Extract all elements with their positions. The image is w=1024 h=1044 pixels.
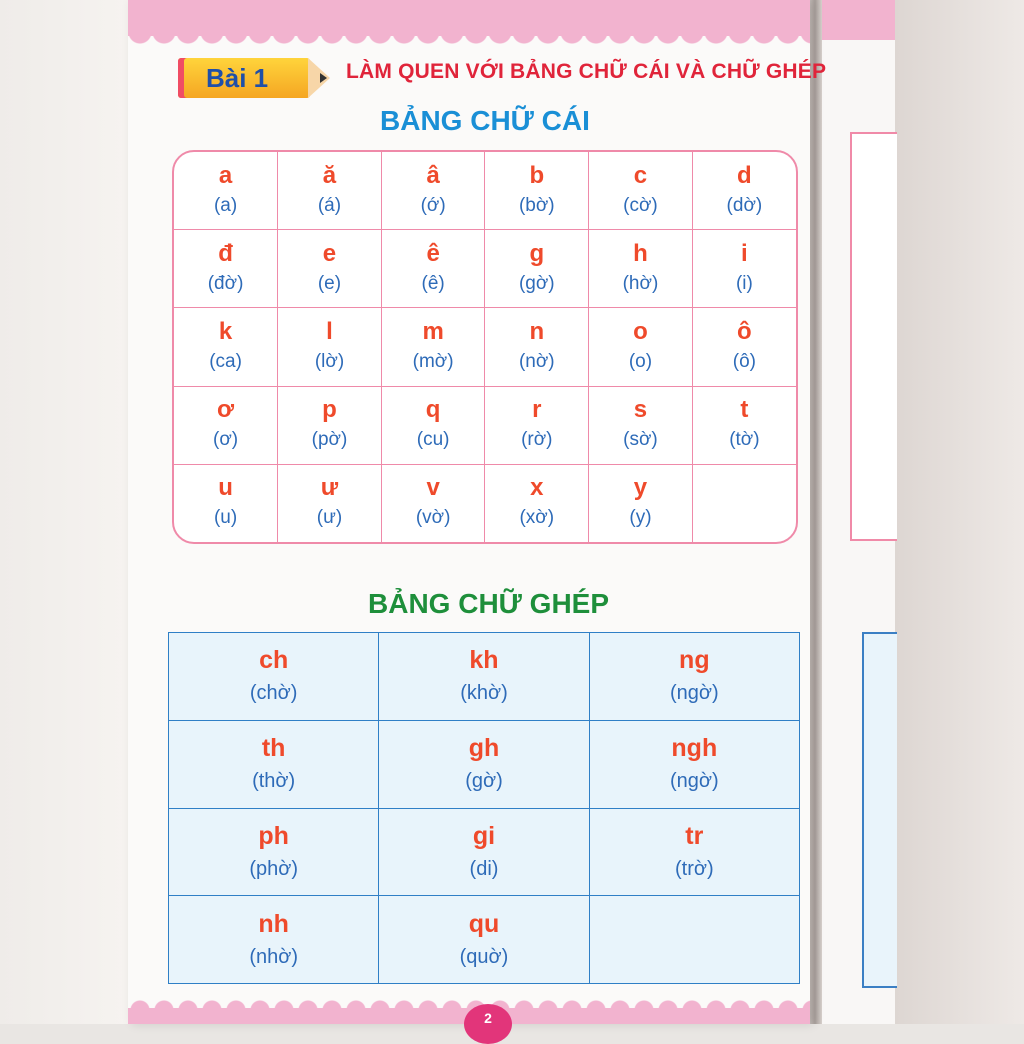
digraphs-pronunciation: (nhờ) — [249, 945, 298, 968]
alphabet-letter: m — [422, 317, 444, 345]
alphabet-cell — [278, 308, 382, 386]
alphabet-cell — [589, 308, 693, 386]
alphabet-title: BẢNG CHỮ CÁI — [380, 105, 590, 136]
digraph-grid — [168, 632, 800, 984]
alphabet-pronunciation: (a) — [213, 194, 238, 216]
page-top-border — [128, 0, 810, 36]
digraphs-letter: tr — [685, 821, 704, 850]
alphabet-pronunciation: (u) — [213, 507, 238, 529]
alphabet-cell — [174, 464, 278, 542]
alphabet-cell — [485, 464, 589, 542]
digraphs-pronunciation: (quờ) — [459, 945, 509, 968]
alphabet-cell — [485, 230, 589, 308]
alphabet-pronunciation: (pờ) — [311, 429, 348, 451]
digraphs-cell — [589, 896, 799, 984]
alphabet-cell — [278, 230, 382, 308]
alphabet-letter: n — [529, 317, 545, 345]
digraph-table — [168, 632, 800, 984]
alphabet-letter: i — [741, 239, 748, 267]
digraphs-cell — [169, 720, 379, 808]
alphabet-letter: â — [426, 161, 440, 189]
alphabet-cell — [692, 308, 796, 386]
alphabet-cell — [589, 464, 693, 542]
digraphs-cell — [379, 720, 589, 808]
alphabet-pronunciation: (xờ) — [519, 507, 555, 529]
alphabet-cell — [381, 308, 485, 386]
digraphs-pronunciation: (trờ) — [675, 857, 714, 880]
alphabet-cell — [278, 464, 382, 542]
alphabet-pronunciation: (dờ) — [726, 194, 763, 216]
alphabet-pronunciation: (ô) — [732, 350, 756, 372]
alphabet-cell — [381, 230, 485, 308]
alphabet-pronunciation: (rờ) — [521, 429, 553, 451]
digraphs-cell — [589, 633, 799, 721]
digraphs-row — [169, 720, 800, 808]
alphabet-letter: b — [529, 161, 545, 189]
alphabet-row — [174, 152, 796, 230]
alphabet-letter: q — [425, 396, 441, 424]
digraphs-letter: ch — [259, 646, 289, 675]
alphabet-letter: ơ — [217, 396, 235, 424]
alphabet-row — [174, 464, 796, 542]
digraph-title: BẢNG CHỮ GHÉP — [368, 588, 610, 619]
digraphs-pronunciation: (ngờ) — [669, 682, 719, 705]
alphabet-row — [174, 386, 796, 464]
alphabet-pronunciation: (đờ) — [207, 272, 244, 294]
alphabet-pronunciation: (gờ) — [518, 272, 555, 294]
digraphs-pronunciation: (ngờ) — [669, 770, 719, 793]
alphabet-pronunciation: (ư) — [316, 507, 343, 529]
alphabet-cell — [381, 152, 485, 230]
alphabet-cell — [692, 152, 796, 230]
alphabet-cell — [692, 386, 796, 464]
digraphs-cell — [379, 633, 589, 721]
next-page — [820, 0, 895, 1024]
alphabet-pronunciation: (cờ) — [623, 194, 658, 216]
alphabet-pronunciation: (e) — [317, 272, 342, 294]
alphabet-grid — [174, 152, 796, 542]
next-page-digraph-table — [862, 632, 897, 988]
alphabet-pronunciation: (bờ) — [518, 194, 555, 216]
alphabet-pronunciation: (ê) — [421, 272, 445, 294]
digraphs-pronunciation: (chờ) — [249, 682, 298, 705]
alphabet-cell — [589, 386, 693, 464]
alphabet-letter: c — [633, 161, 648, 189]
alphabet-letter: r — [532, 396, 542, 424]
alphabet-cell — [589, 152, 693, 230]
digraphs-letter: ph — [258, 821, 289, 850]
alphabet-cell — [174, 230, 278, 308]
next-page-border — [820, 0, 895, 40]
digraphs-pronunciation: (thờ) — [252, 770, 296, 793]
digraphs-letter: gi — [472, 821, 496, 850]
digraphs-cell — [169, 633, 379, 721]
alphabet-letter: g — [529, 239, 545, 267]
alphabet-pronunciation: (vờ) — [415, 507, 451, 529]
digraphs-pronunciation: (phờ) — [249, 857, 298, 880]
alphabet-letter: x — [530, 474, 544, 502]
digraphs-cell — [379, 808, 589, 896]
digraphs-row — [169, 896, 800, 984]
alphabet-cell — [485, 308, 589, 386]
alphabet-table — [172, 150, 798, 544]
digraphs-letter: nh — [258, 909, 289, 938]
page-number-badge — [464, 1004, 512, 1044]
alphabet-letter: o — [633, 317, 648, 345]
alphabet-cell — [174, 308, 278, 386]
next-page-alphabet-table — [850, 132, 897, 541]
digraphs-cell — [169, 808, 379, 896]
digraphs-letter: gh — [468, 734, 500, 763]
alphabet-letter: u — [218, 474, 233, 502]
lesson-label: Bài 1 — [206, 63, 269, 93]
alphabet-letter: ư — [320, 474, 339, 502]
alphabet-pronunciation: (y) — [629, 507, 652, 529]
alphabet-row — [174, 308, 796, 386]
alphabet-letter: s — [633, 396, 648, 424]
alphabet-letter: ô — [737, 317, 752, 345]
alphabet-letter: v — [426, 474, 440, 502]
alphabet-pronunciation: (ớ) — [420, 194, 446, 216]
alphabet-cell — [174, 152, 278, 230]
digraphs-row — [169, 808, 800, 896]
digraphs-cell — [169, 896, 379, 984]
digraphs-letter: kh — [469, 646, 499, 675]
alphabet-row — [174, 230, 796, 308]
alphabet-letter: ê — [426, 239, 440, 267]
digraphs-letter: ngh — [671, 734, 718, 763]
alphabet-cell — [381, 386, 485, 464]
digraphs-letter: qu — [468, 909, 500, 938]
alphabet-cell — [174, 386, 278, 464]
alphabet-cell — [692, 464, 796, 542]
alphabet-cell — [692, 230, 796, 308]
digraphs-cell — [589, 720, 799, 808]
alphabet-cell — [278, 386, 382, 464]
alphabet-letter: a — [218, 161, 233, 189]
lesson-badge — [178, 58, 330, 98]
alphabet-letter: d — [737, 161, 752, 189]
alphabet-cell — [485, 386, 589, 464]
page-number: 2 — [484, 1010, 492, 1026]
digraphs-letter: ng — [679, 646, 710, 675]
alphabet-letter: ă — [322, 161, 337, 189]
digraphs-pronunciation: (khờ) — [460, 682, 508, 705]
alphabet-cell — [381, 464, 485, 542]
alphabet-pronunciation: (mờ) — [412, 350, 454, 372]
digraphs-pronunciation: (di) — [469, 857, 499, 880]
alphabet-pronunciation: (hờ) — [622, 272, 659, 294]
background-left — [0, 0, 128, 1024]
digraphs-pronunciation: (gờ) — [465, 770, 503, 793]
alphabet-letter: p — [322, 396, 337, 424]
book-fold — [808, 0, 822, 1024]
alphabet-letter: h — [633, 239, 648, 267]
lesson-title: LÀM QUEN VỚI BẢNG CHỮ CÁI VÀ CHỮ GHÉP — [346, 60, 827, 83]
alphabet-pronunciation: (sờ) — [623, 429, 658, 451]
alphabet-letter: l — [326, 317, 333, 345]
pencil-tip-icon — [308, 58, 330, 98]
digraphs-row — [169, 633, 800, 721]
alphabet-pronunciation: (lờ) — [314, 350, 345, 372]
alphabet-pronunciation: (nờ) — [518, 350, 555, 372]
digraphs-cell — [379, 896, 589, 984]
alphabet-letter: e — [322, 239, 337, 267]
background-right — [895, 0, 1024, 1024]
alphabet-pronunciation: (o) — [628, 350, 653, 372]
alphabet-cell — [485, 152, 589, 230]
alphabet-cell — [278, 152, 382, 230]
alphabet-pronunciation: (ca) — [209, 350, 242, 372]
alphabet-pronunciation: (cu) — [416, 429, 450, 451]
alphabet-letter: đ — [218, 239, 233, 267]
alphabet-letter: t — [740, 396, 749, 424]
alphabet-pronunciation: (i) — [735, 272, 753, 294]
digraphs-cell — [589, 808, 799, 896]
alphabet-cell — [589, 230, 693, 308]
alphabet-pronunciation: (ơ) — [213, 429, 239, 451]
alphabet-pronunciation: (á) — [317, 194, 342, 216]
alphabet-pronunciation: (tờ) — [729, 429, 760, 451]
alphabet-letter: k — [218, 317, 233, 345]
digraphs-letter: th — [261, 734, 286, 763]
alphabet-letter: y — [633, 474, 648, 502]
